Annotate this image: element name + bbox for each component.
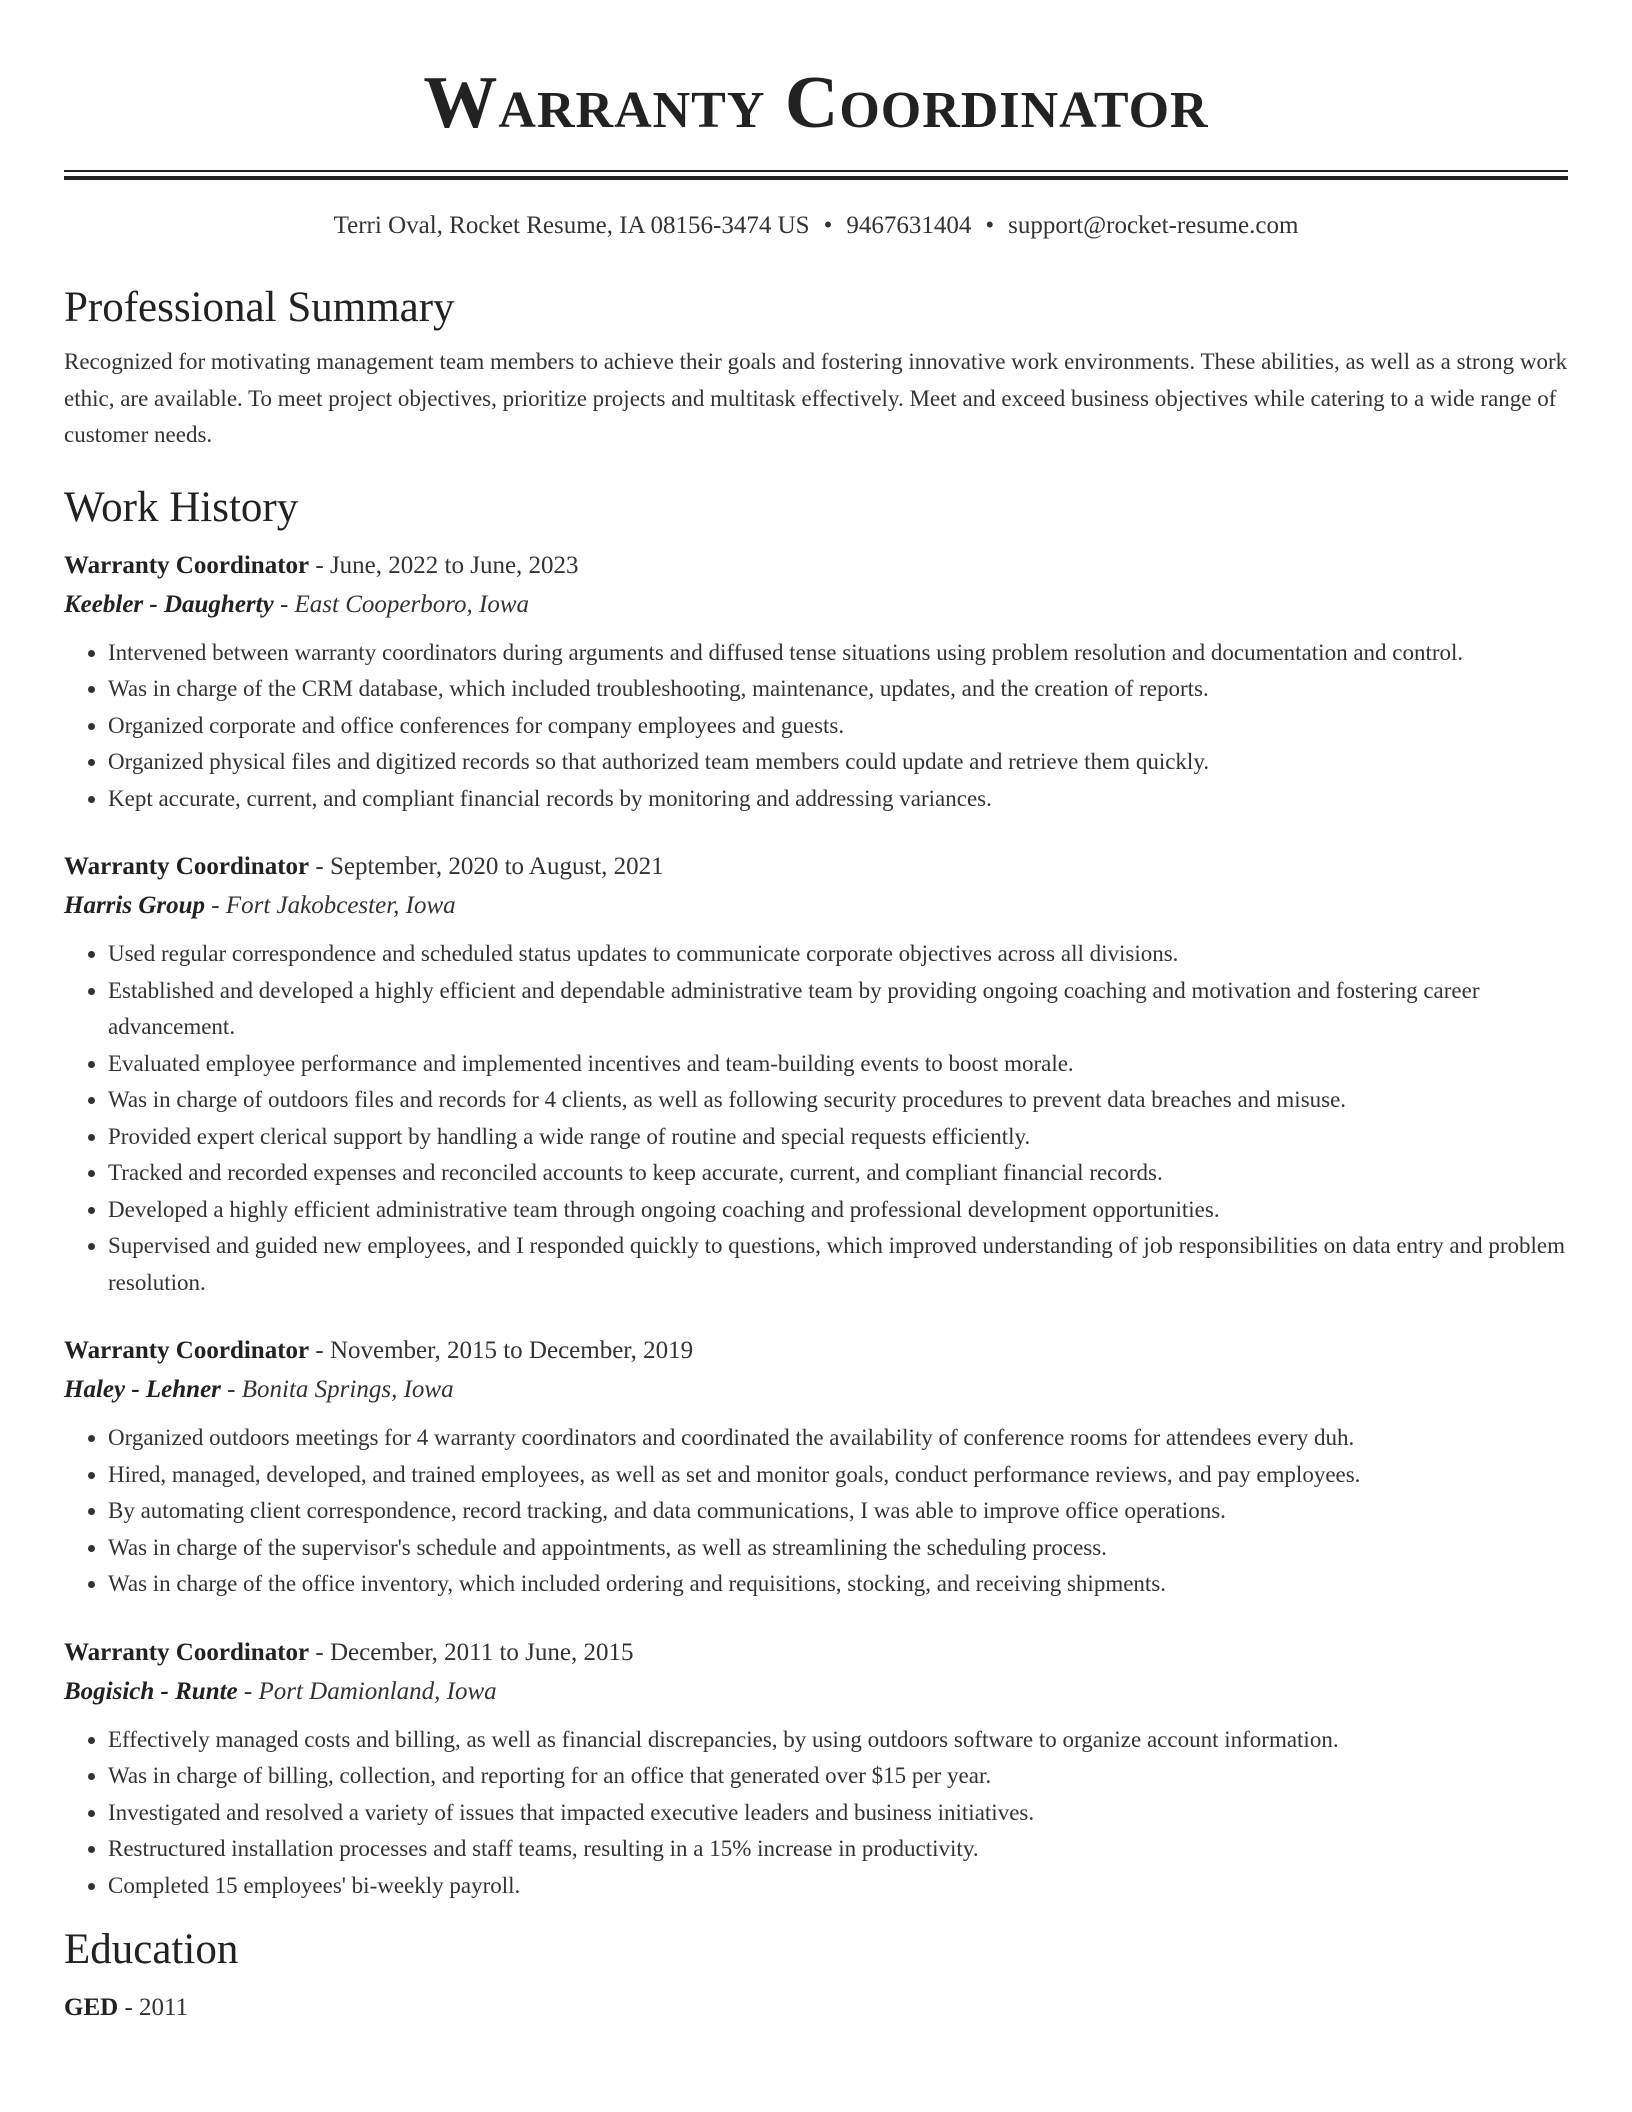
- job-bullet: • Was in charge of the office inventory, which included ordering and requisitions, stocking, and receiving shipments.: [108, 1566, 1568, 1603]
- job-bullet: • Evaluated employee performance and implemented incentives and team-building events to boost morale.: [108, 1046, 1568, 1083]
- job-bullet: • Organized outdoors meetings for 4 warranty coordinators and coordinated the availability of conference rooms for attendees every duh.: [108, 1420, 1568, 1457]
- job-company: Harris Group: [64, 892, 206, 919]
- job-company: Haley - Lehner: [64, 1376, 221, 1403]
- job-dates: - September, 2020 to August, 2021: [309, 853, 664, 880]
- contact-phone: 9467631404: [846, 212, 972, 239]
- work-history-heading: Work History: [64, 483, 299, 531]
- job-company-line: [64, 585, 1568, 624]
- job-bullet: • Kept accurate, current, and compliant financial records by monitoring and addressing variances.: [108, 781, 1568, 818]
- job-entry: [64, 1331, 1568, 1603]
- job-title-line: [64, 1331, 1568, 1370]
- job-bullet: • Restructured installation processes and staff teams, resulting in a 15% increase in productivity.: [108, 1831, 1568, 1868]
- contact-line: [64, 208, 1568, 244]
- job-company: Keebler - Daugherty: [64, 590, 274, 618]
- job-bullet: • Was in charge of the CRM database, which included troubleshooting, maintenance, updates, and the creation of reports.: [108, 671, 1568, 708]
- job-dates: - December, 2011 to June, 2015: [309, 1638, 634, 1666]
- summary-text: Recognized for motivating management team members to achieve their goals and fostering innovative work environments. These abilities, as well as a strong work ethic, are available. To meet project objectives, prioritize projects and multitask effectively. Meet and exceed business objectives while catering to a wide range of customer needs.: [64, 349, 1568, 447]
- job-company-line: [64, 1370, 1568, 1409]
- job-title: Warranty Coordinator: [64, 853, 310, 880]
- job-bullet: • Tracked and recorded expenses and reconciled accounts to keep accurate, current, and compliant financial records.: [108, 1155, 1568, 1192]
- job-bullet: • Hired, managed, developed, and trained employees, as well as set and monitor goals, conduct performance reviews, and pay employees.: [108, 1457, 1568, 1494]
- job-bullet: • Investigated and resolved a variety of issues that impacted executive leaders and business initiatives.: [108, 1795, 1568, 1832]
- job-bullet: • By automating client correspondence, record tracking, and data communications, I was able to improve office operations.: [108, 1493, 1568, 1530]
- job-entry: [64, 847, 1568, 1301]
- job-bullets: [64, 635, 1568, 818]
- job-title-line: [64, 847, 1568, 886]
- job-title-line: [64, 1633, 1568, 1672]
- job-dates: - June, 2022 to June, 2023: [309, 551, 579, 579]
- job-company-line: [64, 886, 1568, 925]
- job-bullet: • Intervened between warranty coordinators during arguments and diffused tense situations using problem resolution and documentation and control.: [108, 635, 1568, 672]
- job-title: Warranty Coordinator: [64, 551, 310, 579]
- job-company: Bogisich - Runte: [64, 1677, 238, 1705]
- job-bullets: [64, 1722, 1568, 1905]
- education-year: - 2011: [118, 1994, 189, 2021]
- job-title: Warranty Coordinator: [64, 1337, 310, 1364]
- job-location: - East Cooperboro, Iowa: [273, 590, 530, 618]
- contact-email: support@rocket-resume.com: [1008, 212, 1299, 239]
- education-entry: [64, 1988, 1568, 2027]
- job-bullet: • Established and developed a highly efficient and dependable administrative team by providing ongoing coaching and motivation and fostering career advancement.: [108, 973, 1568, 1046]
- job-bullet: • Organized physical files and digitized records so that authorized team members could update and retrieve them quickly.: [108, 744, 1568, 781]
- contact-separator: •: [985, 212, 995, 239]
- job-company-line: [64, 1672, 1568, 1711]
- job-entry: [64, 1633, 1568, 1905]
- job-bullet: • Was in charge of outdoors files and records for 4 clients, as well as following security procedures to prevent data breaches and misuse.: [108, 1082, 1568, 1119]
- job-title: Warranty Coordinator: [64, 1638, 310, 1666]
- job-bullet: • Effectively managed costs and billing, as well as financial discrepancies, by using outdoors software to organize account information.: [108, 1722, 1568, 1759]
- job-location: - Bonita Springs, Iowa: [220, 1376, 454, 1403]
- title-divider: [64, 170, 1568, 180]
- contact-separator: •: [823, 212, 833, 239]
- job-location: - Fort Jakobcester, Iowa: [205, 892, 456, 919]
- contact-address: Terri Oval, Rocket Resume, IA 08156-3474 US: [333, 212, 810, 239]
- job-bullet: • Organized corporate and office conferences for company employees and guests.: [108, 708, 1568, 745]
- summary-heading: Professional Summary: [64, 284, 455, 331]
- job-entry: [64, 546, 1568, 818]
- resume-title: Warranty Coordinator: [423, 62, 1209, 144]
- job-bullet: • Was in charge of the supervisor's schedule and appointments, as well as streamlining the scheduling process.: [108, 1530, 1568, 1567]
- job-bullets: [64, 936, 1568, 1301]
- job-location: - Port Damionland, Iowa: [237, 1677, 497, 1705]
- education-degree: GED: [64, 1994, 119, 2021]
- job-bullet: • Provided expert clerical support by handling a wide range of routine and special requests efficiently.: [108, 1119, 1568, 1156]
- job-title-line: [64, 546, 1568, 585]
- job-bullets: [64, 1420, 1568, 1603]
- job-bullet: • Developed a highly efficient administrative team through ongoing coaching and professional development opportunities.: [108, 1192, 1568, 1229]
- job-bullet: • Used regular correspondence and scheduled status updates to communicate corporate objectives across all divisions.: [108, 936, 1568, 973]
- job-bullet: • Completed 15 employees' bi-weekly payroll.: [108, 1868, 1568, 1905]
- job-dates: - November, 2015 to December, 2019: [309, 1337, 694, 1364]
- education-heading: Education: [64, 1926, 239, 1973]
- job-bullet: • Supervised and guided new employees, and I responded quickly to questions, which improved understanding of job responsibilities on data entry and problem resolution.: [108, 1228, 1568, 1301]
- job-bullet: • Was in charge of billing, collection, and reporting for an office that generated over $15 per year.: [108, 1758, 1568, 1795]
